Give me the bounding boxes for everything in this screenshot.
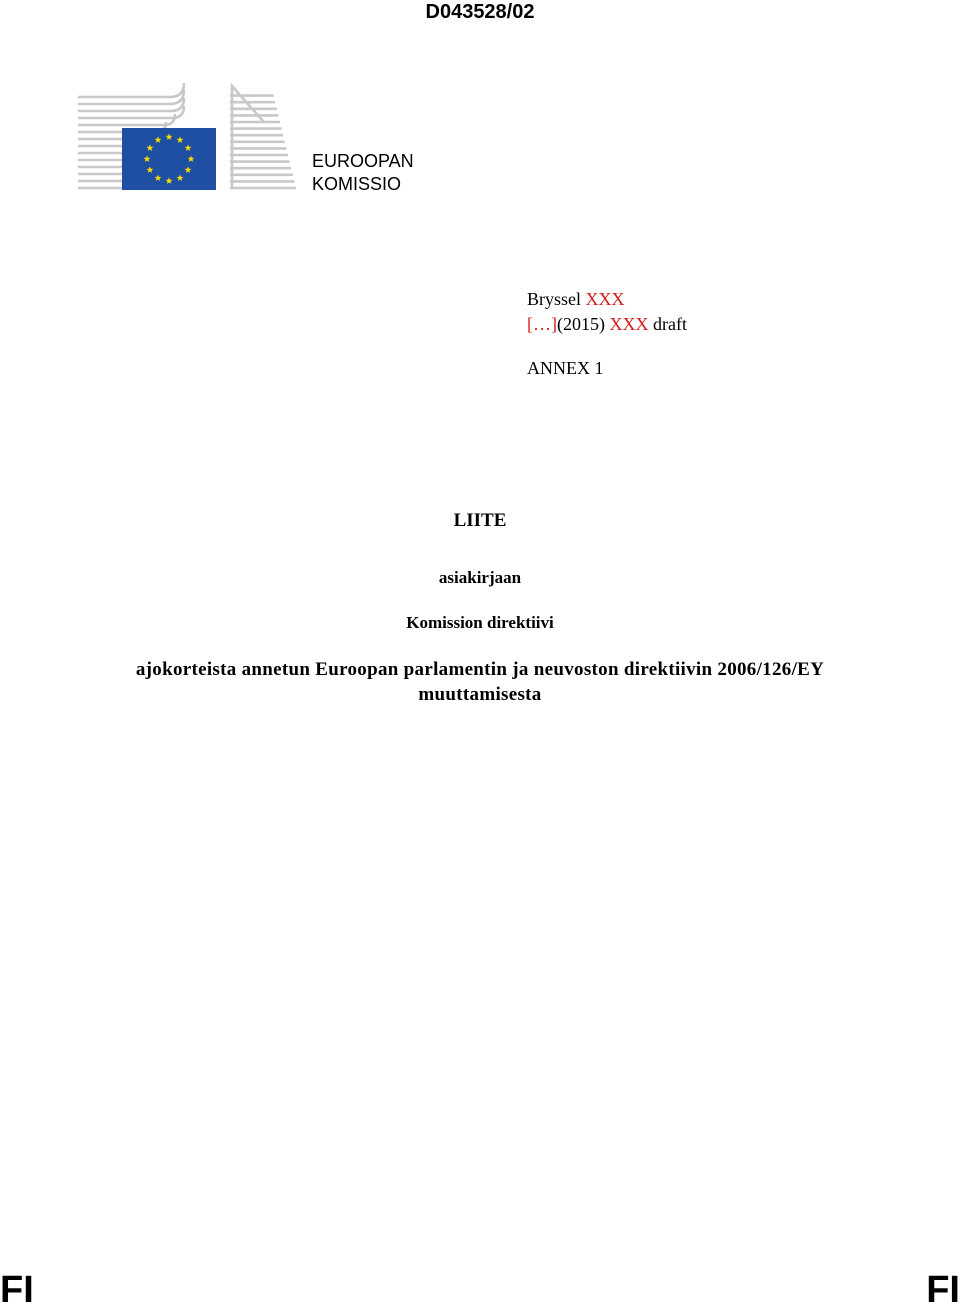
european-commission-logo bbox=[76, 82, 298, 192]
org-name-line2: KOMISSIO bbox=[312, 174, 402, 194]
language-code-right: FI bbox=[926, 1269, 960, 1311]
ref-year: (2015) bbox=[557, 314, 605, 334]
place-line bbox=[527, 288, 625, 310]
ref-placeholder: XXX bbox=[609, 314, 649, 334]
annex-label: ANNEX 1 bbox=[527, 358, 604, 378]
building-line bbox=[78, 178, 128, 181]
document-reference: D043528/02 bbox=[425, 1, 535, 23]
document-title: LIITE bbox=[453, 510, 507, 531]
org-name-line1: EUROOPAN bbox=[312, 151, 414, 171]
act-type: Komission direktiivi bbox=[406, 613, 554, 632]
ref-bracket: […] bbox=[527, 314, 557, 334]
place-label: Bryssel bbox=[527, 289, 581, 309]
ref-suffix: draft bbox=[653, 314, 687, 334]
building-line bbox=[78, 83, 184, 97]
building-line bbox=[78, 114, 175, 125]
subject-line1: ajokorteista annetun Euroopan parlamentin ja neuvoston direktiivin 2006/126/EY bbox=[135, 659, 825, 680]
subject-title bbox=[0, 657, 960, 707]
document-subtitle: asiakirjaan bbox=[438, 568, 522, 587]
organisation-name bbox=[312, 150, 414, 196]
language-code-left: FI bbox=[0, 1269, 34, 1311]
reference-line bbox=[527, 313, 687, 335]
subject-line2: muuttamisesta bbox=[418, 684, 542, 705]
building-lines-right bbox=[230, 86, 296, 188]
building-line bbox=[78, 186, 124, 188]
place-placeholder: XXX bbox=[585, 289, 625, 309]
